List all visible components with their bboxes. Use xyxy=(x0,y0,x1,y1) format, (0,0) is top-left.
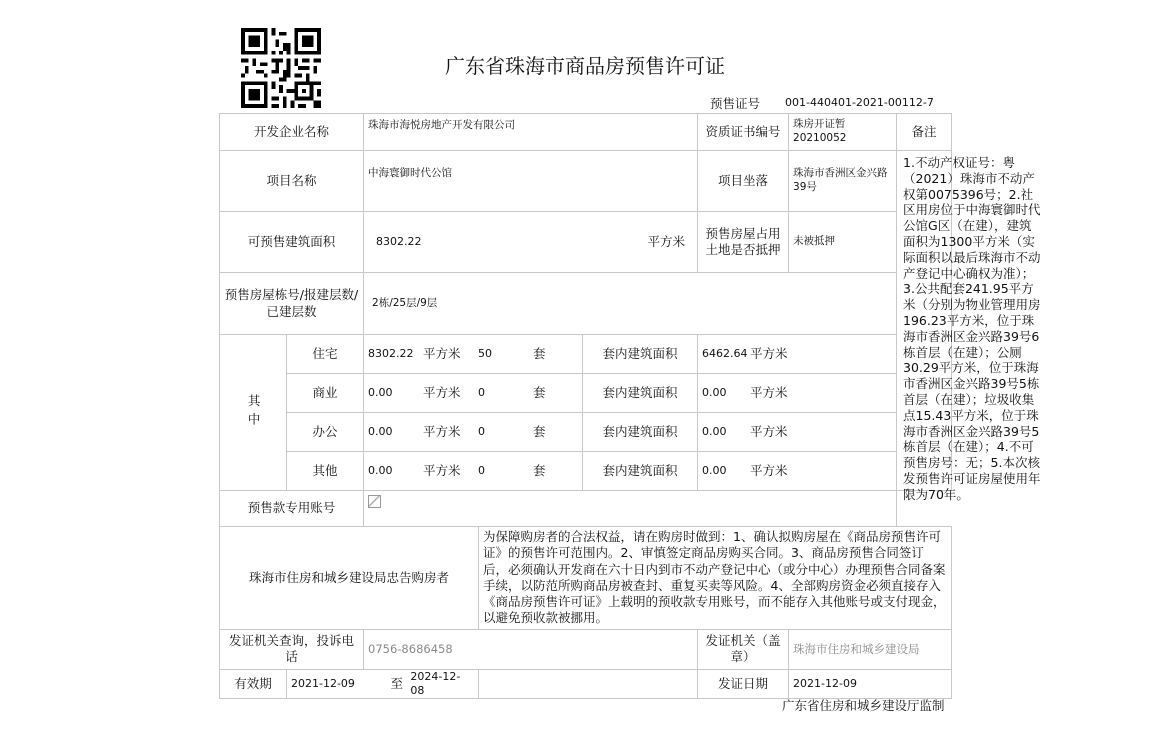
other-sets: 0 xyxy=(478,463,486,477)
breakdown-label: 其中 xyxy=(220,335,287,491)
commercial-inner-unit: 平方米 xyxy=(750,384,788,400)
other-area-unit: 平方米 xyxy=(423,462,461,478)
other-area: 0.00 xyxy=(368,463,393,477)
office-sets: 0 xyxy=(478,424,486,438)
buyer-notice-text: 为保障购房者的合法权益，请在购房时做到：1、确认拟购房屋在《商品房预售许可证》的预售许可范围内。2、审慎签定商品房购买合同。3、商品房预售合同签订后，必须确认开发商在六十日内到市不动产登记中心（或分中心）办理预售合同备案手续，以防范所购商品房被查封、重复买卖等风险。4、全部购房资金必须直接存入《商品房预售许可证》上载明的预收款专用账号，而不能存入其他账号或支付现金，以避免预收款被挪用。 xyxy=(479,527,952,630)
remarks-text: 1.不动产权证号：粤（2021）珠海市不动产权第0075396号；2.社区用房位于中海寰御时代公馆G区（在建），建筑面积为1300平方米（实际面积以最后珠海市不动产登记中心确权为准）；3.公共配套241.95平方米（分别为物业管理用房196.23平方米，位于珠海市香洲区金兴路39号6栋首层（在建）；公厕30.29平方米，位于珠海市香洲区金兴路39号5栋首层（在建）；垃圾收集点15.43平方米，位于珠海市香洲区金兴路39号5栋首层（在建）；4.不可预售房号：无；5.本次核发预售许可证房屋使用年限为70年。 xyxy=(903,155,1041,502)
broken-image-icon xyxy=(368,495,381,508)
project-name-label: 项目名称 xyxy=(220,151,364,212)
other-sets-unit: 套 xyxy=(533,462,546,478)
office-inner: 0.00 xyxy=(702,424,727,438)
breakdown-type-office: 办公 xyxy=(287,413,364,452)
remarks-label: 备注 xyxy=(897,114,952,151)
validity-label: 有效期 xyxy=(220,669,287,699)
office-area-unit: 平方米 xyxy=(423,423,461,439)
commercial-sets: 0 xyxy=(478,385,486,399)
breakdown-type-commercial: 商业 xyxy=(287,374,364,413)
other-inner-label: 套内建筑面积 xyxy=(583,452,698,491)
residential-sets-unit: 套 xyxy=(533,345,546,361)
escrow-account-label: 预售款专用账号 xyxy=(220,491,364,527)
complaint-phone: 0756-8686458 xyxy=(364,629,698,669)
buyer-notice-label: 珠海市住房和城乡建设局忠告购房者 xyxy=(220,527,479,630)
cert-number-label: 资质证书编号 xyxy=(698,114,789,151)
issuing-authority-label: 发证机关（盖章） xyxy=(698,629,789,669)
document-title: 广东省珠海市商品房预售许可证 xyxy=(445,54,725,78)
qr-code xyxy=(240,28,322,108)
project-location: 珠海市香洲区金兴路39号 xyxy=(789,151,897,212)
office-sets-unit: 套 xyxy=(533,423,546,439)
remarks-cell xyxy=(897,151,1041,502)
breakdown-type-other: 其他 xyxy=(287,452,364,491)
developer-name: 珠海市海悦房地产开发有限公司 xyxy=(364,114,698,151)
commercial-area: 0.00 xyxy=(368,385,393,399)
commercial-sets-unit: 套 xyxy=(533,384,546,400)
issue-date: 2021-12-09 xyxy=(789,669,952,699)
supervisor-footer: 广东省住房和城乡建设厅监制 xyxy=(782,698,945,713)
commercial-area-unit: 平方米 xyxy=(423,384,461,400)
other-inner: 0.00 xyxy=(702,463,727,477)
mortgage-status: 未被抵押 xyxy=(789,212,897,273)
saleable-area-label: 可预售建筑面积 xyxy=(220,212,364,273)
residential-inner: 6462.64 xyxy=(702,346,748,360)
residential-inner-unit: 平方米 xyxy=(750,345,788,361)
residential-inner-label: 套内建筑面积 xyxy=(583,335,698,374)
complaint-phone-label: 发证机关查询，投诉电话 xyxy=(220,629,364,669)
saleable-area-unit: 平方米 xyxy=(647,233,686,249)
validity-from: 2021-12-09 xyxy=(291,676,355,690)
residential-sets: 50 xyxy=(478,346,493,360)
project-name: 中海寰御时代公馆 xyxy=(364,151,698,212)
cert-number: 珠房开证暂20210052 xyxy=(789,114,897,151)
office-area: 0.00 xyxy=(368,424,393,438)
mortgage-label: 预售房屋占用土地是否抵押 xyxy=(698,212,789,273)
office-inner-label: 套内建筑面积 xyxy=(583,413,698,452)
issue-date-label: 发证日期 xyxy=(698,669,789,699)
location-label: 项目坐落 xyxy=(698,151,789,212)
validity-to-label: 至 xyxy=(390,675,404,691)
residential-area-unit: 平方米 xyxy=(423,345,461,361)
breakdown-type-residential: 住宅 xyxy=(287,335,364,374)
issuing-authority: 珠海市住房和城乡建设局 xyxy=(789,629,952,669)
permit-number: 001-440401-2021-00112-7 xyxy=(785,96,934,109)
residential-area: 8302.22 xyxy=(368,346,414,360)
permit-table xyxy=(219,113,1041,699)
office-inner-unit: 平方米 xyxy=(750,423,788,439)
building-info: 2栋/25层/9层 xyxy=(364,273,897,335)
commercial-inner: 0.00 xyxy=(702,385,727,399)
developer-label: 开发企业名称 xyxy=(220,114,364,151)
saleable-area-value: 8302.22 xyxy=(376,234,422,248)
validity-to: 2024-12-08 xyxy=(410,669,461,697)
commercial-inner-label: 套内建筑面积 xyxy=(583,374,698,413)
other-inner-unit: 平方米 xyxy=(750,462,788,478)
permit-number-label: 预售证号 xyxy=(710,96,761,111)
building-info-label: 预售房屋栋号/报建层数/已建层数 xyxy=(220,273,364,335)
